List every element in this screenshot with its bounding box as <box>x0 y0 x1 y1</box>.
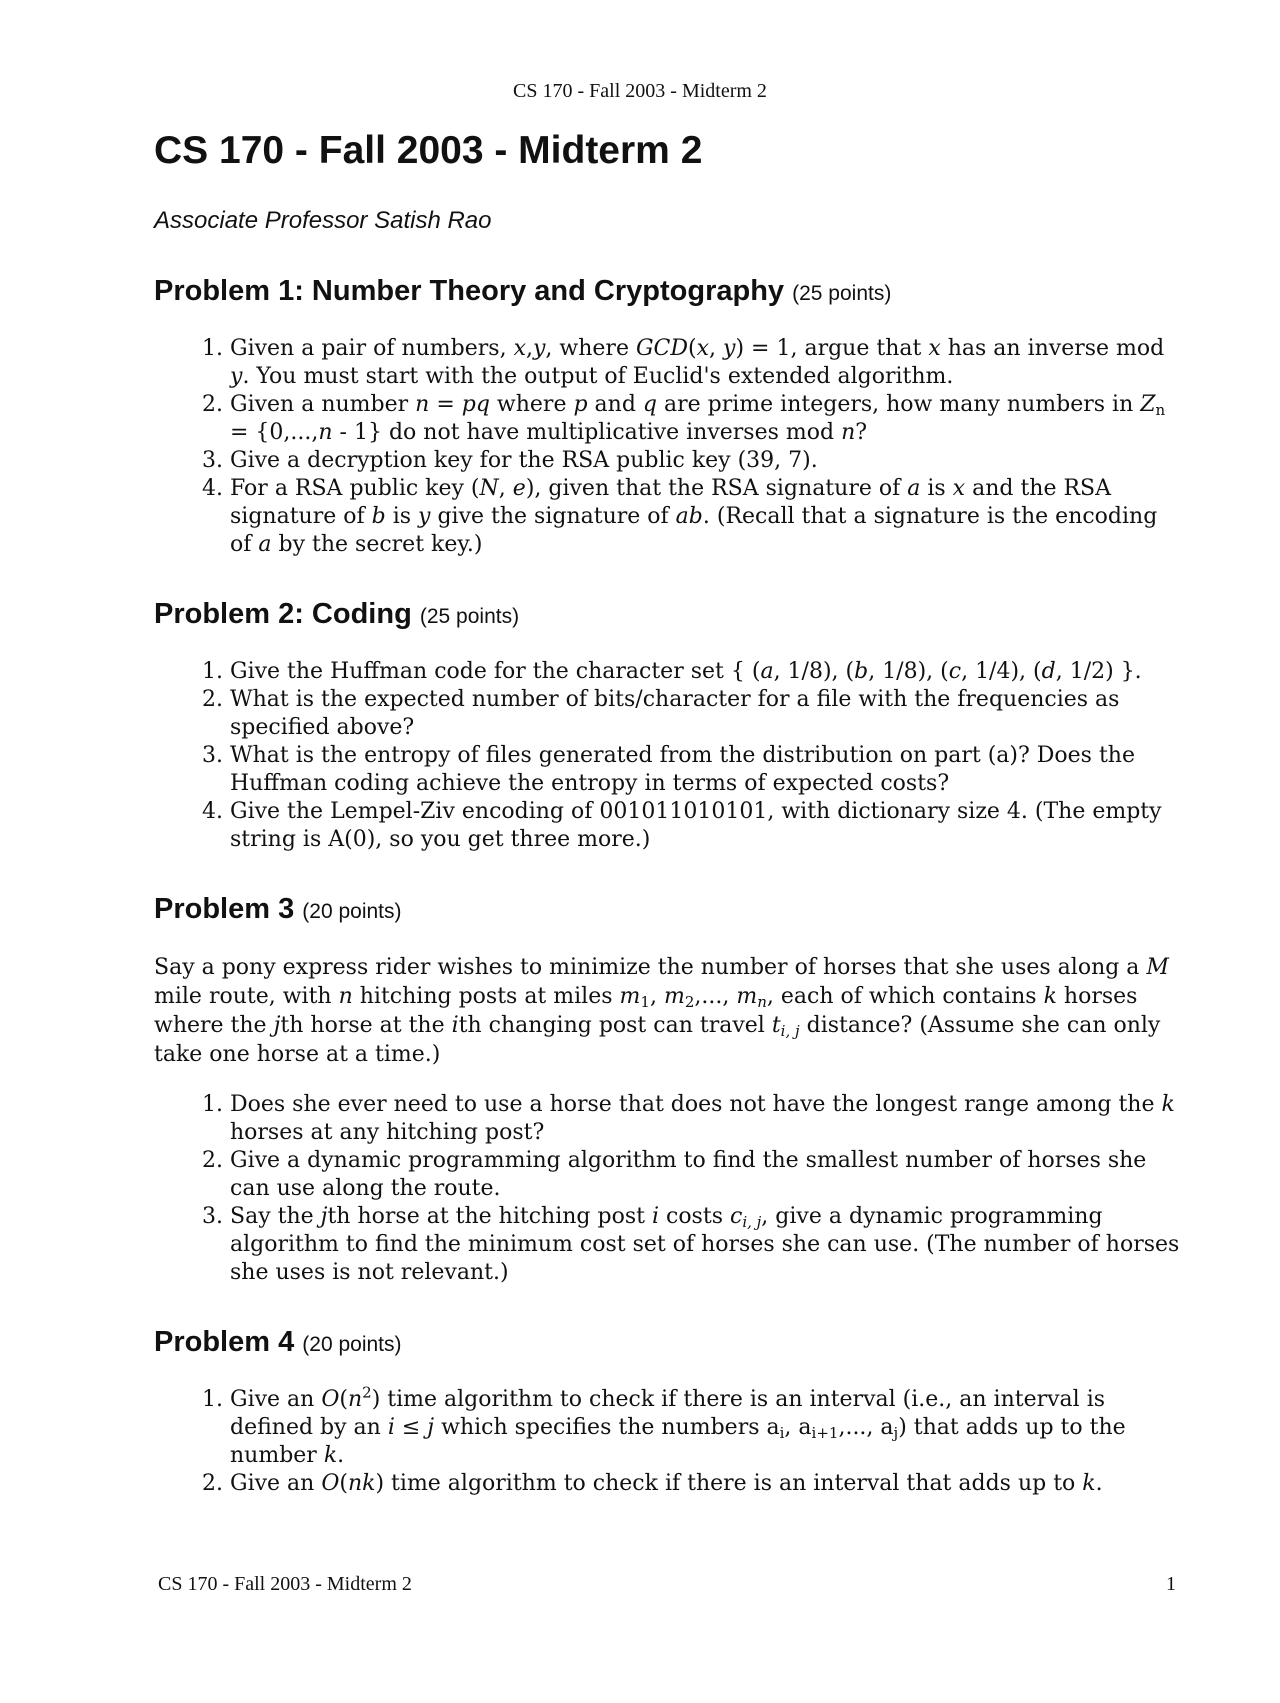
problem-item-list <box>154 1091 1184 1287</box>
problem-item-list <box>154 1383 1184 1498</box>
problem-4-item-1: 1. Give an $O(n^2)$ time algorithm to check if there is an interval (i.e., an interval is defined by an i ≤ j which specifies the numbers $a_i$, $a_{i+1}$,..., $a_j$) that adds up to the number k. <box>230 1386 1184 1470</box>
problem-3 <box>154 890 1184 1287</box>
problem-points: (25 points) <box>792 282 892 305</box>
problem-heading: Problem 3 (20 points) <box>154 893 402 925</box>
problem-1-item-4: 4. For a RSA public key (N, e), given that the RSA signature of a is x and the RSA signature of b is y give the signature of ab. (Recall that a signature is the encoding of a by the secret key.) <box>230 475 1184 559</box>
problem-4-item-2: 2. Give an O(nk) time algorithm to check if there is an interval that adds up to k. <box>230 1470 1184 1498</box>
problem-2-item-3: 3. What is the entropy of files generated from the distribution on part (a)? Does the Huffman coding achieve the entropy in terms of expected costs? <box>230 742 1184 798</box>
footer-title: CS 170 - Fall 2003 - Midterm 2 <box>158 1573 412 1595</box>
problem-heading: Problem 1: Number Theory and Cryptography (25 points) <box>154 275 892 307</box>
problem-2-item-1: 1. Give the Huffman code for the character set { (a, 1/8), (b, 1/8), (c, 1/4), (d, 1/2) }. <box>230 658 1184 686</box>
problem-item-list <box>154 658 1184 854</box>
problem-heading: Problem 4 (20 points) <box>154 1326 402 1358</box>
problem-1-item-3: 3. Give a decryption key for the RSA public key (39, 7). <box>230 447 1184 475</box>
page-number: 1 <box>1166 1573 1176 1595</box>
problem-3-paragraph: Say a pony express rider wishes to minimize the number of horses that she uses along a M mile route, with n hitching posts at miles $m_1$, $m_2$,..., $m_n$, each of which contains k horses where the jth horse at the ith changing post can travel $t_{i, j}$ distance? (Assume she can only take one horse at a time.) <box>154 955 1169 1067</box>
problem-1-item-2: 2. Given a number n = pq where p and q are prime integers, how many numbers in $Z_n = \{0,...,n - 1\}$ do not have multiplicative inverses mod n? <box>230 391 1184 447</box>
problem-1-item-1: 1. Given a pair of numbers, x,y, where GCD(x, y) = 1, argue that x has an inverse mod y. You must start with the output of Euclid's extended algorithm. <box>230 335 1184 391</box>
problem-2-item-4: 4. Give the Lempel-Ziv encoding of 001011010101, with dictionary size 4. (The empty string is A(0), so you get three more.) <box>230 798 1184 854</box>
problem-2 <box>154 595 1184 854</box>
problem-1 <box>154 272 1184 559</box>
problem-3-item-1: 1. Does she ever need to use a horse that does not have the longest range among the k horses at any hitching post? <box>230 1091 1184 1147</box>
problem-heading: Problem 2: Coding (25 points) <box>154 598 520 630</box>
problem-3-item-3: 3. Say the jth horse at the hitching post i costs $c_{i, j}$, give a dynamic programming algorithm to find the minimum cost set of horses she can use. (The number of horses she uses is not relevant.) <box>230 1203 1184 1287</box>
problem-points: (20 points) <box>302 900 402 923</box>
problem-points: (25 points) <box>419 605 520 628</box>
problem-2-item-2: 2. What is the expected number of bits/character for a file with the frequencies as specified above? <box>230 686 1184 742</box>
problem-4 <box>154 1323 1184 1498</box>
page-title: CS 170 - Fall 2003 - Midterm 2 <box>154 129 703 172</box>
problem-3-item-2: 2. Give a dynamic programming algorithm to find the smallest number of horses she can use along the route. <box>230 1147 1184 1203</box>
problem-item-list <box>154 335 1184 559</box>
problem-points: (20 points) <box>302 1333 402 1356</box>
running-header: CS 170 - Fall 2003 - Midterm 2 <box>513 80 767 102</box>
author-line: Associate Professor Satish Rao <box>154 207 492 234</box>
document-body <box>154 124 1184 1498</box>
